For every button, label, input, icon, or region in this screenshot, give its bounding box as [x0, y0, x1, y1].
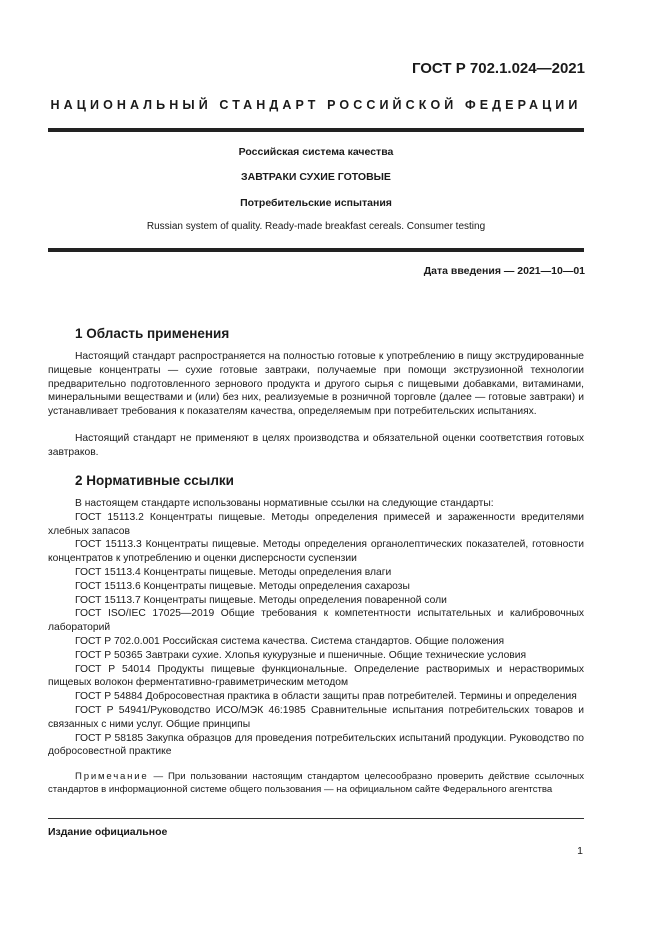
- reference-item: ГОСТ Р 54941/Руководство ИСО/МЭК 46:1985 Сравнительные испытания потребительских товаров и связанных с ними услуг. Общие принципы: [48, 704, 584, 730]
- title-system: Российская система качества: [238, 146, 394, 158]
- reference-item: ГОСТ Р 54014 Продукты пищевые функциональные. Определение растворимых и нерастворимых пищевых волокон ферментативно-гравиметрическим методом: [48, 663, 584, 689]
- reference-item: ГОСТ 15113.2 Концентраты пищевые. Методы определения примесей и зараженности вредителями хлебных запасов: [48, 511, 584, 537]
- section-1-heading: 1 Область применения: [75, 326, 230, 341]
- official-edition-label: Издание официальное: [48, 826, 168, 838]
- section-1-paragraph-1: Настоящий стандарт распространяется на полностью готовые к употреблению в пищу экструдированные пищевые концентраты — сухие готовые завтраки, получаемые при помощи экструзионной технологии предварительно подготовленного зернового продукта и другого сырья с пищевыми добавками, витаминами, минеральными веществами и (или) без них, реализуемые в розничной торговле (далее — готовые завтраки) и устанавливает требования к показателям качества, определяемым при потребительских испытаниях.: [48, 351, 584, 418]
- note-text: — При пользовании настоящим стандартом целесообразно проверить действие ссылочных стандартов в информационной системе общего пользования — на официальном сайте Федерального агентства: [48, 771, 584, 796]
- references-list: [48, 497, 584, 759]
- reference-item: ГОСТ 15113.4 Концентраты пищевые. Методы определения влаги: [75, 566, 392, 578]
- introduction-date: Дата введения — 2021—10—01: [423, 265, 585, 277]
- reference-item: ГОСТ 15113.3 Концентраты пищевые. Методы определения органолептических показателей, готовности концентратов к употреблению и оценки дисперсности суспензии: [48, 539, 584, 565]
- reference-item: ГОСТ Р 58185 Закупка образцов для проведения потребительских испытаний продукции. Руководство по добросовестной практике: [48, 732, 584, 758]
- reference-item: ГОСТ Р 50365 Завтраки сухие. Хлопья кукурузные и пшеничные. Общие технические условия: [75, 649, 527, 661]
- references-intro: В настоящем стандарте использованы нормативные ссылки на следующие стандарты:: [75, 498, 494, 509]
- reference-item: ГОСТ Р 54884 Добросовестная практика в области защиты прав потребителей. Термины и определения: [75, 691, 577, 703]
- page-number: 1: [577, 845, 583, 857]
- note-label: Примечание: [75, 771, 149, 782]
- reference-item: ГОСТ ISO/IEC 17025—2019 Общие требования к компетентности испытательных и калибровочных лабораторий: [48, 608, 584, 634]
- reference-item: ГОСТ Р 702.0.001 Российская система качества. Система стандартов. Общие положения: [75, 635, 505, 647]
- title-divider: [48, 248, 584, 252]
- title-product: ЗАВТРАКИ СУХИЕ ГОТОВЫЕ: [241, 171, 391, 183]
- footer-divider: [48, 818, 584, 819]
- top-divider: [48, 128, 584, 132]
- title-subject: Потребительские испытания: [240, 197, 392, 209]
- section-1-paragraph-2: Настоящий стандарт не применяют в целях производства и обязательной оценки соответствия готовых завтраков.: [48, 433, 584, 458]
- reference-item: ГОСТ 15113.6 Концентраты пищевые. Методы определения сахарозы: [75, 580, 410, 592]
- national-standard-banner: НАЦИОНАЛЬНЫЙ СТАНДАРТ РОССИЙСКОЙ ФЕДЕРАЦИИ: [50, 98, 582, 112]
- section-2-heading: 2 Нормативные ссылки: [75, 473, 234, 488]
- note: [48, 770, 584, 797]
- document-number: ГОСТ Р 702.1.024—2021: [411, 60, 585, 77]
- title-english: Russian system of quality. Ready-made breakfast cereals. Consumer testing: [146, 221, 486, 232]
- reference-item: ГОСТ 15113.7 Концентраты пищевые. Методы определения поваренной соли: [75, 594, 447, 606]
